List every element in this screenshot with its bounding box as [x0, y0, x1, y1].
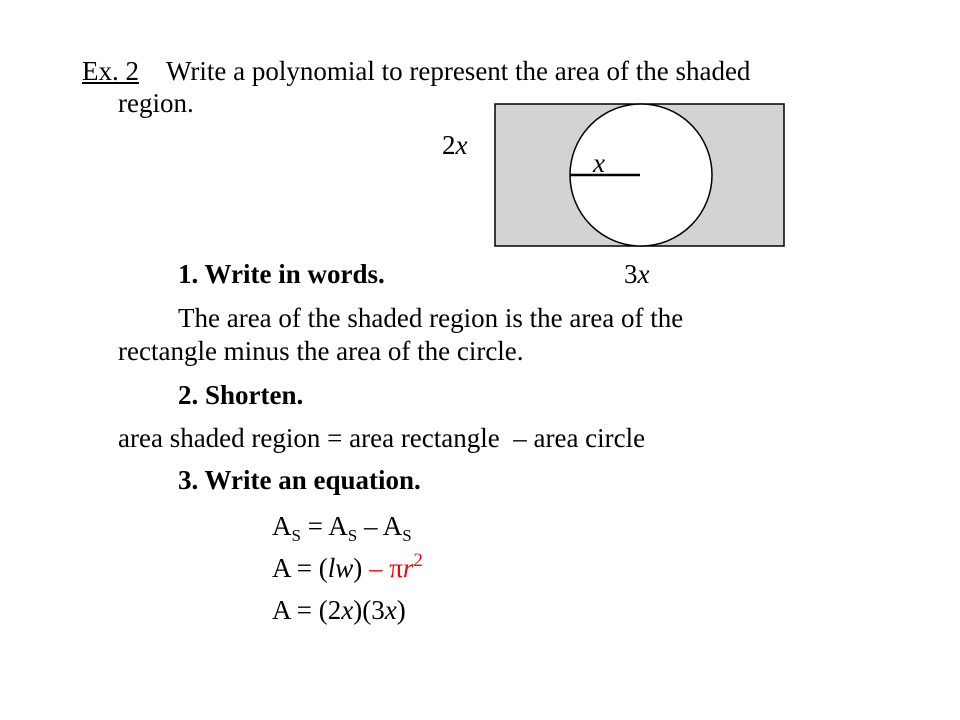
eq1-minus: – [357, 511, 383, 541]
eq2-exponent: 2 [413, 550, 423, 571]
width-label [442, 130, 467, 160]
heading-line2: region. [118, 88, 194, 118]
eq1-a1: A [272, 511, 292, 541]
eq1-sub1: S [291, 526, 301, 545]
eq3-mid: )(3 [353, 595, 385, 625]
step1-text-line1: The area of the shaded region is the area of the [178, 303, 684, 333]
eq2-lw: lw [327, 553, 354, 583]
eq2-close: ) [353, 553, 363, 583]
equation-3 [272, 595, 406, 625]
example-number: Ex. 2 [82, 56, 139, 86]
eq3-x1: x [341, 595, 354, 625]
step2-text: area shaded region = area rectangle – area circle [118, 423, 646, 453]
length-label-text [624, 259, 649, 289]
equation-2 [272, 550, 423, 583]
length-label-text-coefficient: 3 [624, 259, 638, 289]
radius-label: x [593, 148, 605, 178]
width-label-text [442, 130, 467, 160]
eq1-sub2: S [347, 526, 358, 545]
eq3-close: ) [396, 595, 406, 625]
step1-title: 1. Write in words. [178, 259, 385, 289]
length-label [624, 259, 649, 289]
eq2-lhs: A = ( [272, 553, 328, 583]
length-label-text-variable: x [637, 259, 650, 289]
width-label-text-coefficient: 2 [442, 130, 456, 160]
eq2-pi: π [389, 553, 403, 583]
eq2-minus: – [362, 553, 390, 583]
heading-line1: Write a polynomial to represent the area of the shaded [166, 56, 751, 86]
eq2-r: r [402, 553, 414, 583]
step1-text-line2: rectangle minus the area of the circle. [118, 336, 524, 366]
eq3-lhs: A = (2 [272, 595, 342, 625]
eq1-sub3: S [402, 526, 412, 545]
width-label-text-variable: x [455, 130, 468, 160]
step2-title: 2. Shorten. [178, 380, 304, 410]
equation-1 [272, 511, 412, 545]
eq3-x2: x [384, 595, 397, 625]
eq1-equals: = [300, 511, 329, 541]
step3-title: 3. Write an equation. [178, 465, 421, 495]
eq1-a3: A [382, 511, 403, 541]
eq1-a2: A [328, 511, 348, 541]
